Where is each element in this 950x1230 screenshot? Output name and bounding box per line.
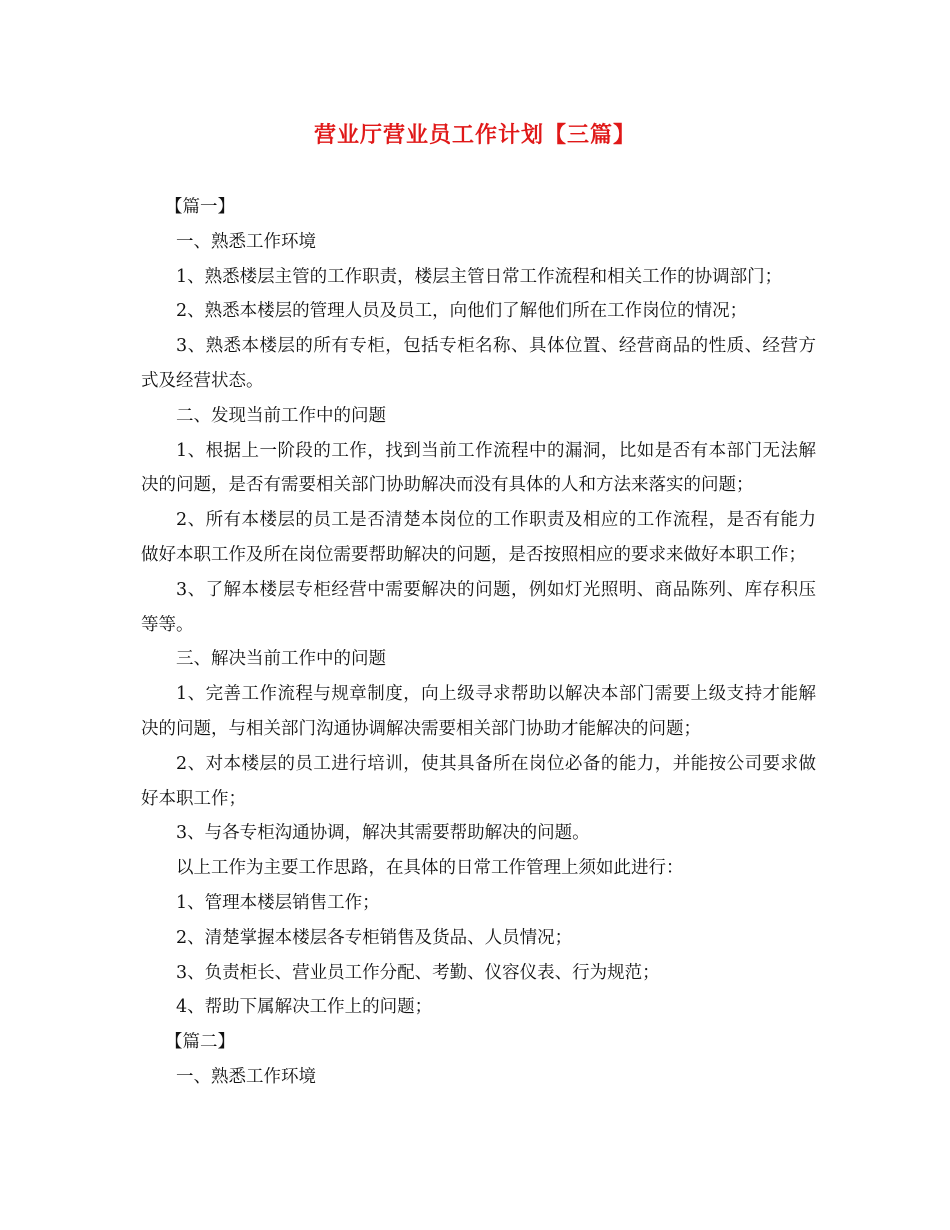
- paragraph: 一、熟悉工作环境: [176, 231, 316, 252]
- paragraph: 1、熟悉楼层主管的工作职责，楼层主管日常工作流程和相关工作的协调部门；: [176, 266, 783, 287]
- paragraph: 2、对本楼层的员工进行培训，使其具备所在岗位必备的能力，并能按公司要求做好本职工作；: [141, 753, 816, 809]
- paragraph: 三、解决当前工作中的问题: [176, 649, 386, 670]
- paragraph: 2、熟悉本楼层的管理人员及员工，向他们了解他们所在工作岗位的情况；: [176, 301, 748, 322]
- document-title: 营业厅营业员工作计划【三篇】: [313, 122, 636, 148]
- section-heading: 【篇二】: [165, 1032, 235, 1053]
- paragraph: 1、管理本楼层销售工作；: [176, 892, 380, 913]
- paragraph: 2、清楚掌握本楼层各专柜销售及货品、人员情况；: [176, 927, 573, 948]
- paragraph: 4、帮助下属解决工作上的问题；: [176, 997, 433, 1018]
- paragraph: 1、完善工作流程与规章制度，向上级寻求帮助以解决本部门需要上级支持才能解决的问题，与相关部门沟通协调解决需要相关部门协助才能解决的问题；: [141, 684, 816, 739]
- paragraph: 2、所有本楼层的员工是否清楚本岗位的工作职责及相应的工作流程，是否有能力做好本职工作及所在岗位需要帮助解决的问题，是否按照相应的要求来做好本职工作；: [141, 510, 816, 565]
- paragraph: 3、了解本楼层专柜经营中需要解决的问题，例如灯光照明、商品陈列、库存积压等等。: [141, 579, 816, 635]
- paragraph: 以上工作为主要工作思路，在具体的日常工作管理上须如此进行：: [176, 858, 684, 879]
- paragraph: 3、与各专柜沟通协调，解决其需要帮助解决的问题。: [176, 823, 590, 844]
- document-body: [141, 190, 816, 1095]
- paragraph: 一、熟悉工作环境: [176, 1066, 316, 1087]
- paragraph: 3、熟悉本楼层的所有专柜，包括专柜名称、具体位置、经营商品的性质、经营方式及经营状态。: [141, 336, 816, 391]
- section-heading: 【篇一】: [165, 197, 235, 217]
- paragraph: 3、负责柜长、营业员工作分配、考勤、仪容仪表、行为规范；: [176, 962, 660, 983]
- paragraph: 二、发现当前工作中的问题: [176, 405, 386, 426]
- paragraph: 1、根据上一阶段的工作，找到当前工作流程中的漏洞，比如是否有本部门无法解决的问题，是否有需要相关部门协助解决而没有具体的人和方法来落实的问题；: [141, 440, 816, 496]
